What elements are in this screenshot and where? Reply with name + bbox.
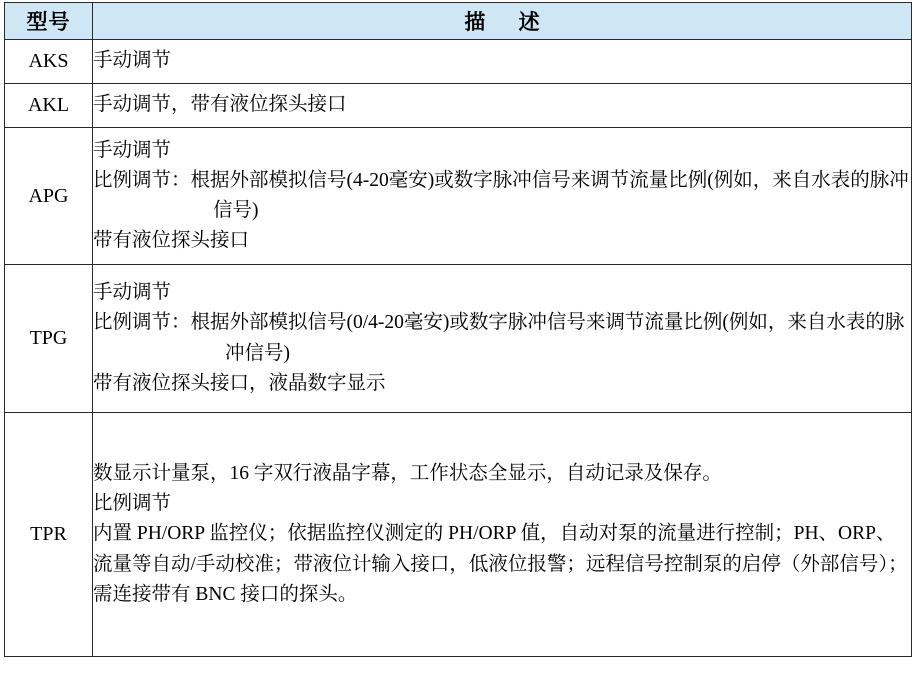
desc-line: 带有液位探头接口: [93, 230, 250, 252]
table-row: [5, 40, 912, 84]
model-description-table: [4, 2, 912, 657]
cell-model: AKS: [5, 40, 93, 84]
column-header-model: 型号: [5, 3, 93, 40]
table-body: [5, 40, 912, 657]
cell-model: AKL: [5, 84, 93, 128]
table-row: [5, 84, 912, 128]
desc-line: 带有液位探头接口，液晶数字显示: [93, 372, 386, 394]
table-header: [5, 3, 912, 40]
desc-line: 数显示计量泵，16 字双行液晶字幕，工作状态全显示，自动记录及保存。: [93, 462, 722, 484]
desc-line: 比例调节: [93, 493, 172, 515]
cell-model: TPR: [5, 413, 93, 657]
desc-line: 比例调节：根据外部模拟信号(4-20毫安)或数字脉冲信号来调节流量比例(例如，来自水表的脉冲信号): [93, 169, 909, 221]
cell-model: TPG: [5, 265, 93, 413]
table-row: [5, 265, 912, 413]
desc-line: 手动调节，带有液位探头接口: [93, 94, 347, 116]
desc-line: 内置 PH/ORP 监控仪；依据监控仪测定的 PH/ORP 值，自动对泵的流量进行控制；PH、ORP、流量等自动/手动校准；带液位计输入接口，低液位报警；远程信号控制泵的启停（外部信号）；需连接带有 BNC 接口的探头。: [93, 523, 908, 605]
column-header-description: 描 述: [93, 3, 912, 40]
cell-description: [93, 84, 912, 128]
cell-description: [93, 413, 912, 657]
table-row: [5, 413, 912, 657]
cell-description: [93, 265, 912, 413]
cell-model: APG: [5, 128, 93, 265]
desc-line: 手动调节: [93, 139, 172, 161]
cell-description: [93, 40, 912, 84]
cell-description: [93, 128, 912, 265]
table-header-row: [5, 3, 912, 40]
desc-line: 手动调节: [93, 50, 172, 72]
table-row: [5, 128, 912, 265]
desc-line: 手动调节: [93, 282, 172, 304]
desc-line: 比例调节：根据外部模拟信号(0/4-20毫安)或数字脉冲信号来调节流量比例(例如，来自水表的脉冲信号): [93, 312, 905, 364]
